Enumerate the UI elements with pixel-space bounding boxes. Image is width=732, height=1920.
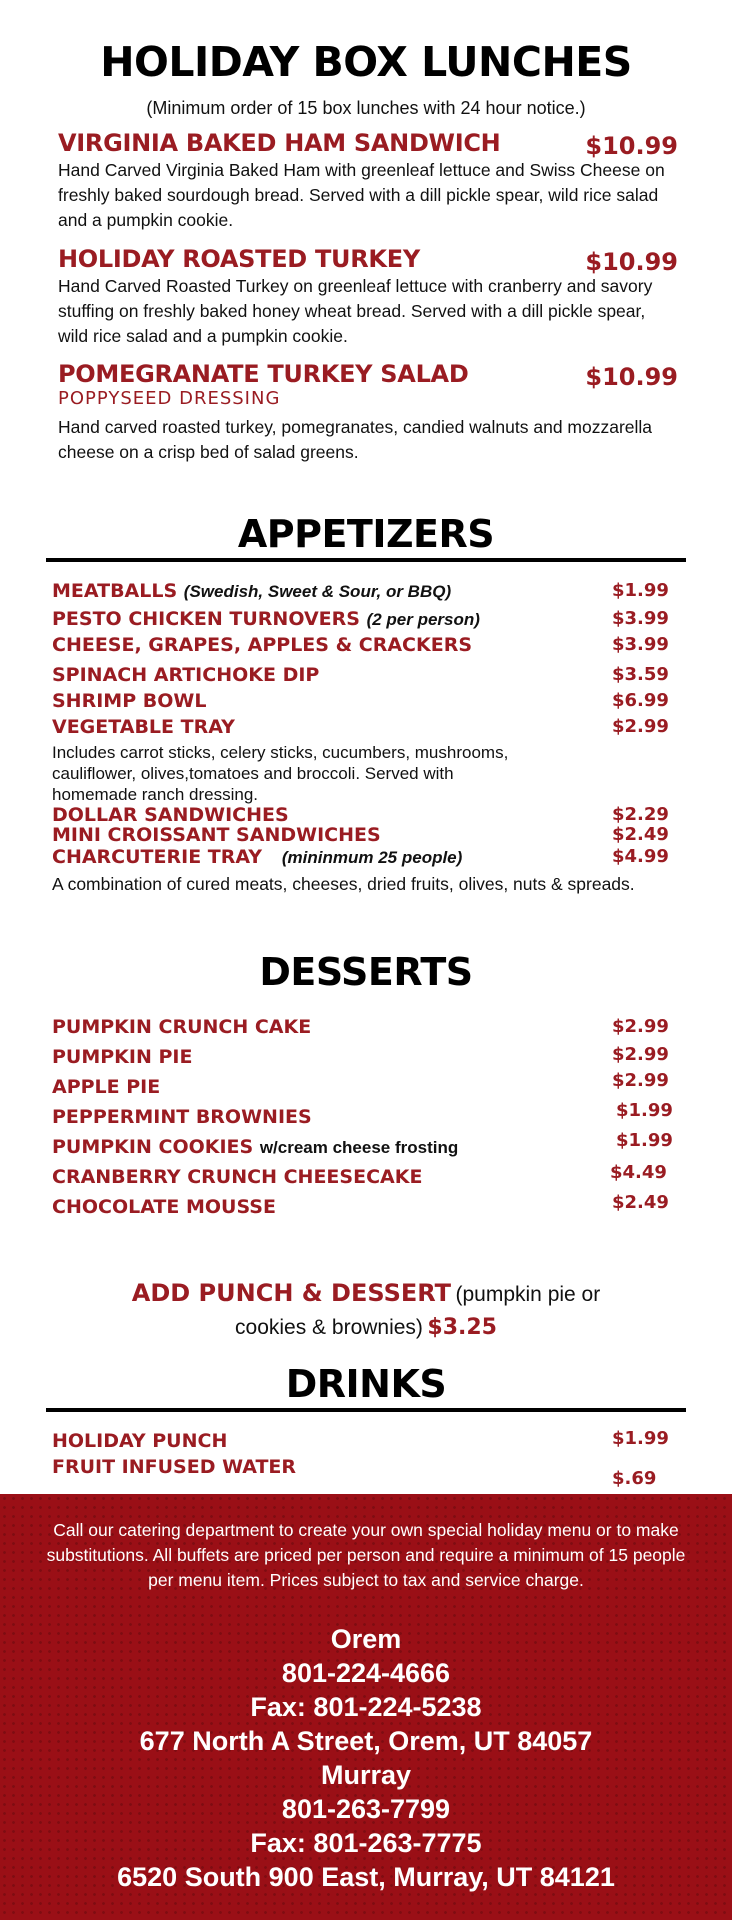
box-lunch-item [58,359,678,465]
box-lunch-item [58,128,678,233]
dessert-row [52,1130,673,1162]
divider [46,1408,686,1412]
item-price: $4.99 [612,846,669,867]
item-name: PESTO CHICKEN TURNOVERS [52,608,360,630]
page-subtitle: (Minimum order of 15 box lunches with 24 hour notice.) [146,98,586,118]
drink-row [52,1456,672,1489]
vegetable-tray-description [52,742,612,805]
item-name: POMEGRANATE TURKEY SALAD [58,360,469,388]
item-name: VEGETABLE TRAY [52,716,235,738]
page-title: HOLIDAY BOX LUNCHES [100,38,632,86]
footer-note: Call our catering department to create your own special holiday menu or to make substitutions. All buffets are priced per person and require a minimum of 15 people per menu item. Prices subject to tax and service charge. [46,1520,686,1590]
desserts-heading: DESSERTS [259,950,473,994]
item-price: $2.99 [612,1070,669,1091]
dessert-row [52,1070,672,1102]
add-on-note: (pumpkin pie or [455,1283,601,1306]
item-price: $1.99 [616,1100,673,1121]
item-price: $2.99 [612,1044,669,1065]
add-on-price: $3.25 [427,1315,497,1340]
item-price: $3.59 [612,664,669,685]
item-note: (mininmum 25 people) [281,848,463,867]
item-description: Hand carved roasted turkey, pomegranates, candied walnuts and mozzarella cheese on a crisp bed of salad greens. [58,417,653,462]
appetizer-row [52,634,672,660]
item-description: Hand Carved Roasted Turkey on greenleaf lettuce with cranberry and savory stuffing on freshly baked honey wheat bread. Served with a dill pickle spear, wild rice salad and a pumpkin cookie. [58,276,653,346]
item-description: Hand Carved Virginia Baked Ham with greenleaf lettuce and Swiss Cheese on freshly baked sourdough bread. Served with a dill pickle spear, wild rice salad and a pumpkin cookie. [58,160,665,230]
locations [0,1622,732,1894]
footer [0,1494,732,1920]
dessert-row [52,1046,672,1072]
dessert-row [52,1192,672,1222]
divider [46,558,686,562]
appetizers-heading: APPETIZERS [237,512,495,556]
item-name: APPLE PIE [52,1076,161,1098]
item-price: $3.99 [612,608,669,629]
item-price: $10.99 [585,248,678,276]
item-price: $.69 [612,1468,657,1489]
item-name: VIRGINIA BAKED HAM SANDWICH [58,129,501,157]
appetizer-row [52,846,672,872]
item-name: FRUIT INFUSED WATER [52,1456,297,1478]
item-price: $4.49 [610,1162,667,1183]
dessert-row [52,1100,673,1132]
location-address: 677 North A Street, Orem, UT 84057 [139,1726,593,1756]
item-name: DOLLAR SANDWICHES [52,804,289,826]
item-name: HOLIDAY PUNCH [52,1430,228,1452]
item-price: $2.99 [612,716,669,737]
item-note: w/cream cheese frosting [259,1138,459,1157]
item-name: MINI CROISSANT SANDWICHES [52,824,381,846]
item-name: CRANBERRY CRUNCH CHEESECAKE [52,1166,423,1188]
item-name: PUMPKIN CRUNCH CAKE [52,1016,312,1038]
appetizer-row [52,690,672,716]
item-price: $2.49 [612,824,669,845]
item-price: $2.49 [612,1192,669,1213]
location-name: Murray [320,1760,412,1790]
item-note: (2 per person) [366,610,480,629]
item-price: $2.29 [612,804,669,825]
item-price: $6.99 [612,690,669,711]
item-name: SPINACH ARTICHOKE DIP [52,664,320,686]
item-name: CHOCOLATE MOUSSE [52,1196,276,1218]
box-lunch-item [58,244,678,349]
item-price: $1.99 [616,1130,673,1151]
item-price: $10.99 [585,132,678,160]
item-name: MEATBALLS [52,580,178,602]
location-fax: Fax: 801-263-7775 [250,1828,482,1858]
item-name: SHRIMP BOWL [52,690,207,712]
item-name: CHEESE, GRAPES, APPLES & CRACKERS [52,634,473,656]
item-name: PUMPKIN PIE [52,1046,193,1068]
description-line: cauliflower, olives,tomatoes and broccoli. Served with [52,764,454,783]
item-name: PUMPKIN COOKIES [52,1136,254,1158]
description-line: Includes carrot sticks, celery sticks, cucumbers, mushrooms, [52,743,509,762]
location-fax: Fax: 801-224-5238 [250,1692,482,1722]
description-line: homemade ranch dressing. [52,785,259,804]
item-price: $1.99 [612,580,669,601]
add-on-label: ADD PUNCH & DESSERT [131,1279,452,1307]
location-phone: 801-224-4666 [281,1658,451,1688]
item-subtitle: POPPYSEED DRESSING [58,388,281,409]
location-name: Orem [330,1624,402,1654]
drink-row [52,1430,672,1456]
item-price: $2.99 [612,1016,669,1037]
item-name: HOLIDAY ROASTED TURKEY [58,245,420,273]
location-address: 6520 South 900 East, Murray, UT 84121 [117,1862,615,1892]
dessert-row [52,1016,672,1042]
appetizer-row [52,664,672,690]
item-price: $10.99 [585,363,678,391]
add-on-note: cookies & brownies) [235,1316,423,1339]
item-price: $1.99 [612,1428,669,1449]
appetizer-row [52,608,672,634]
dessert-row [52,1162,672,1192]
item-note: (Swedish, Sweet & Sour, or BBQ) [183,582,452,601]
location-phone: 801-263-7799 [281,1794,451,1824]
add-on-offer [0,1278,732,1345]
item-name: CHARCUTERIE TRAY [52,846,263,868]
item-name: PEPPERMINT BROWNIES [52,1106,312,1128]
drinks-heading: DRINKS [285,1362,447,1406]
charcuterie-description: A combination of cured meats, cheeses, dried fruits, olives, nuts & spreads. [52,874,635,894]
appetizer-row [52,580,672,606]
appetizer-row [52,716,672,742]
item-price: $3.99 [612,634,669,655]
